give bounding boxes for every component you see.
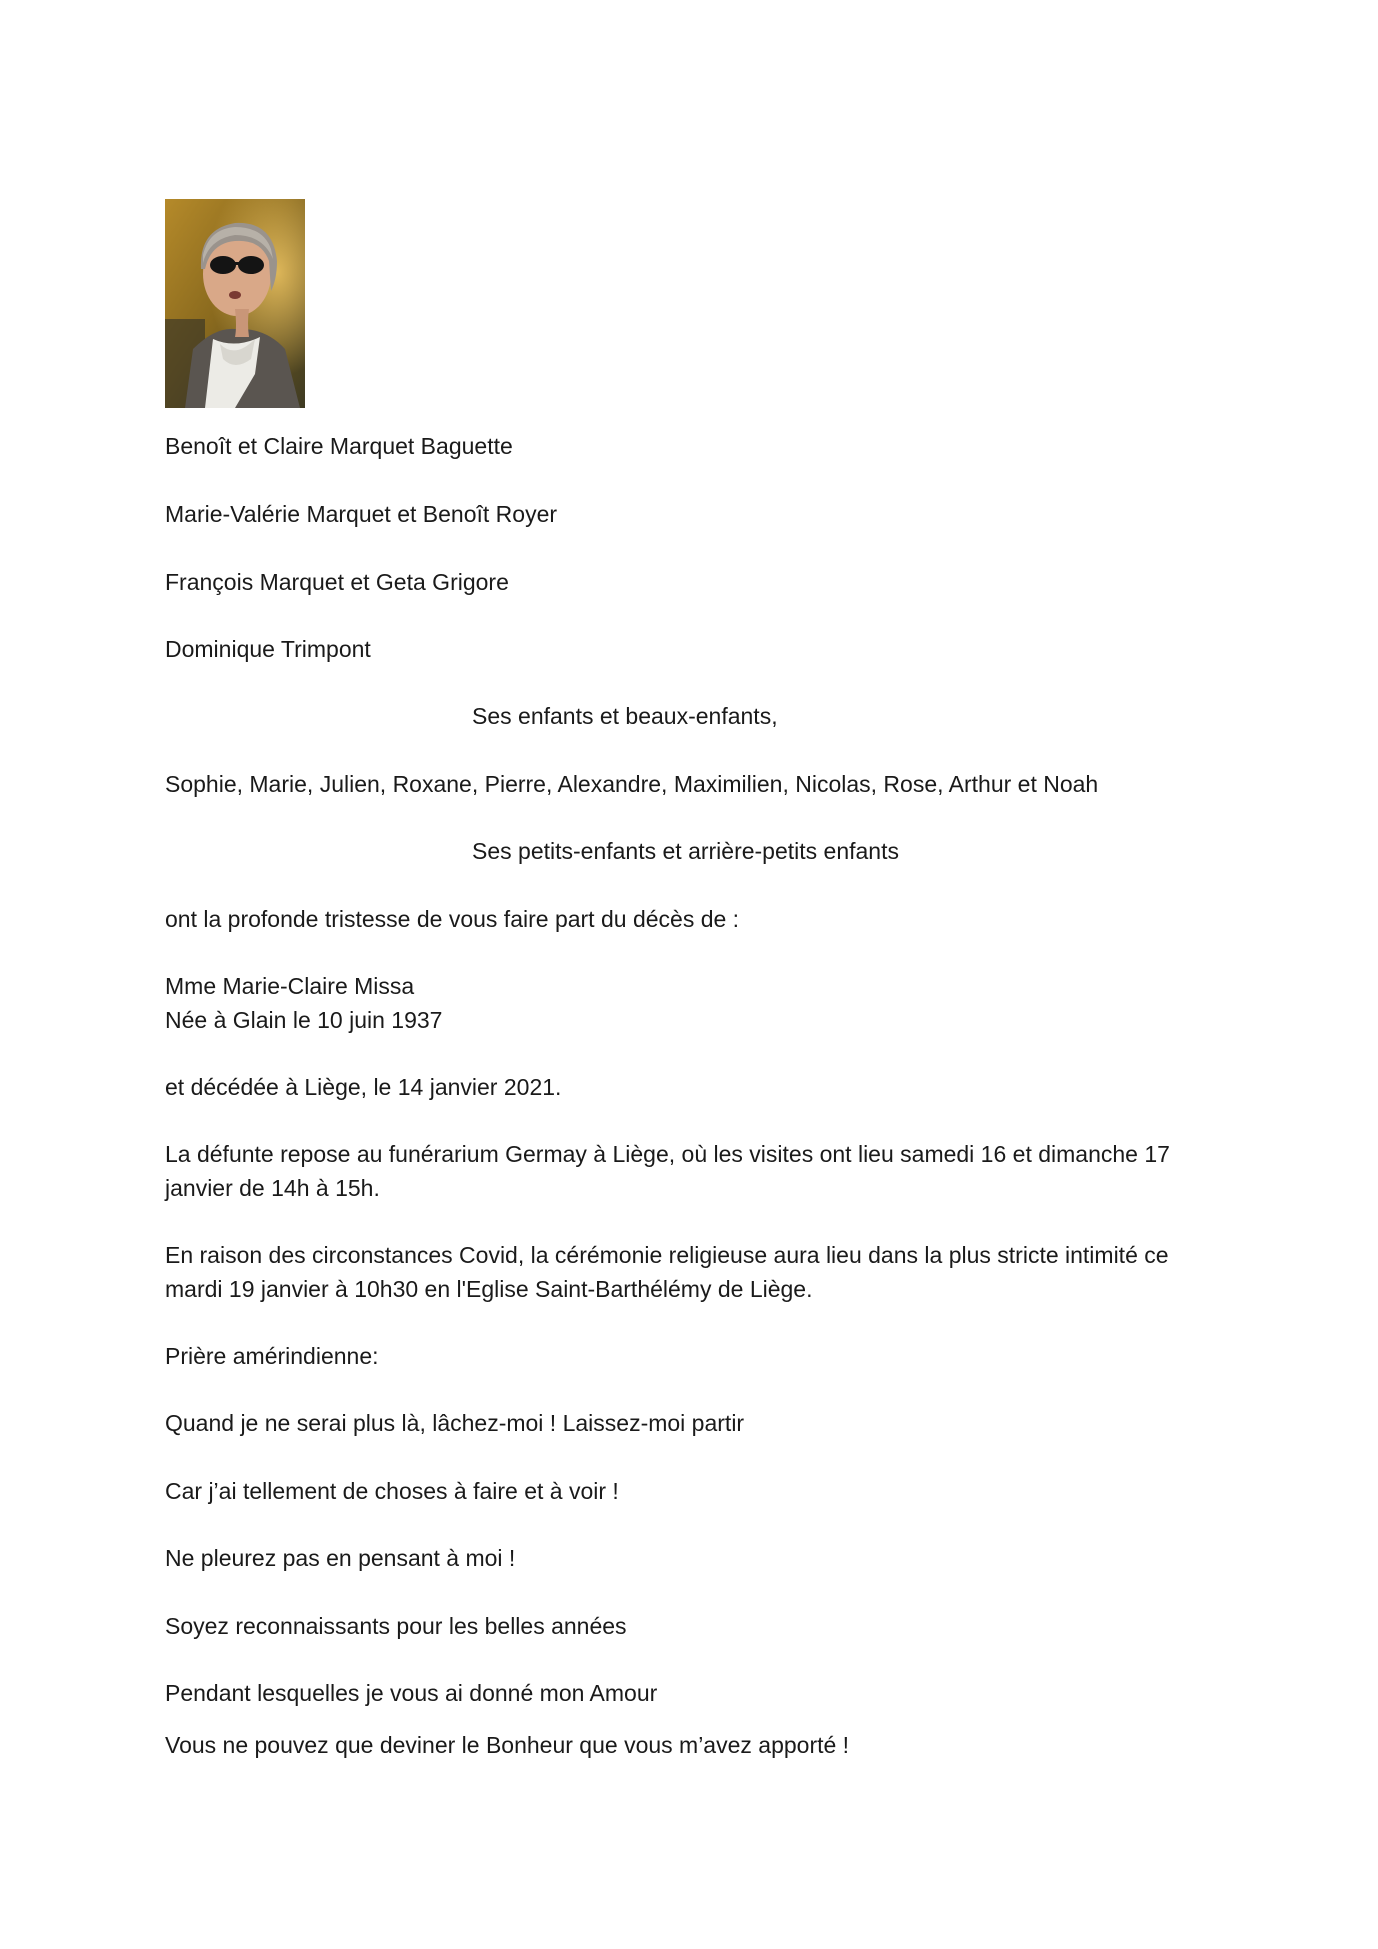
ceremony-info-line-1: En raison des circonstances Covid, la cérémonie religieuse aura lieu dans la plus stricte intimité ce (165, 1242, 1169, 1268)
family-line-4: Dominique Trimpont (165, 636, 371, 662)
prayer-line: Car j’ai tellement de choses à faire et à voir ! (165, 1478, 619, 1504)
prayer-line: Ne pleurez pas en pensant à moi ! (165, 1545, 516, 1571)
prayer-line: Quand je ne serai plus là, lâchez-moi ! Laissez-moi partir (165, 1410, 745, 1436)
deceased-name: Mme Marie-Claire Missa (165, 973, 415, 999)
grandchildren-list: Sophie, Marie, Julien, Roxane, Pierre, Alexandre, Maximilien, Nicolas, Rose, Arthur et Noah (165, 771, 1099, 797)
family-line-3: François Marquet et Geta Grigore (165, 569, 509, 595)
visits-info-line-2: janvier de 14h à 15h. (165, 1175, 380, 1201)
children-caption: Ses enfants et beaux-enfants, (472, 703, 778, 729)
prayer-line: Vous ne pouvez que deviner le Bonheur que vous m’avez apporté ! (165, 1732, 850, 1758)
portrait-photo-icon (165, 199, 305, 408)
prayer-title: Prière amérindienne: (165, 1343, 379, 1369)
grandchildren-caption: Ses petits-enfants et arrière-petits enfants (472, 838, 899, 864)
death-info: et décédée à Liège, le 14 janvier 2021. (165, 1074, 562, 1100)
family-line-1: Benoît et Claire Marquet Baguette (165, 433, 513, 459)
ceremony-info-line-2: mardi 19 janvier à 10h30 en l'Eglise Saint-Barthélémy de Liège. (165, 1276, 813, 1302)
portrait-photo (165, 199, 305, 408)
prayer-line: Soyez reconnaissants pour les belles années (165, 1613, 627, 1639)
announcement-intro: ont la profonde tristesse de vous faire part du décès de : (165, 906, 740, 932)
visits-info-line-1: La défunte repose au funérarium Germay à Liège, où les visites ont lieu samedi 16 et dimanche 17 (165, 1141, 1170, 1167)
family-line-2: Marie-Valérie Marquet et Benoît Royer (165, 501, 558, 527)
birth-info: Née à Glain le 10 juin 1937 (165, 1007, 443, 1033)
prayer-line: Pendant lesquelles je vous ai donné mon Amour (165, 1680, 658, 1706)
